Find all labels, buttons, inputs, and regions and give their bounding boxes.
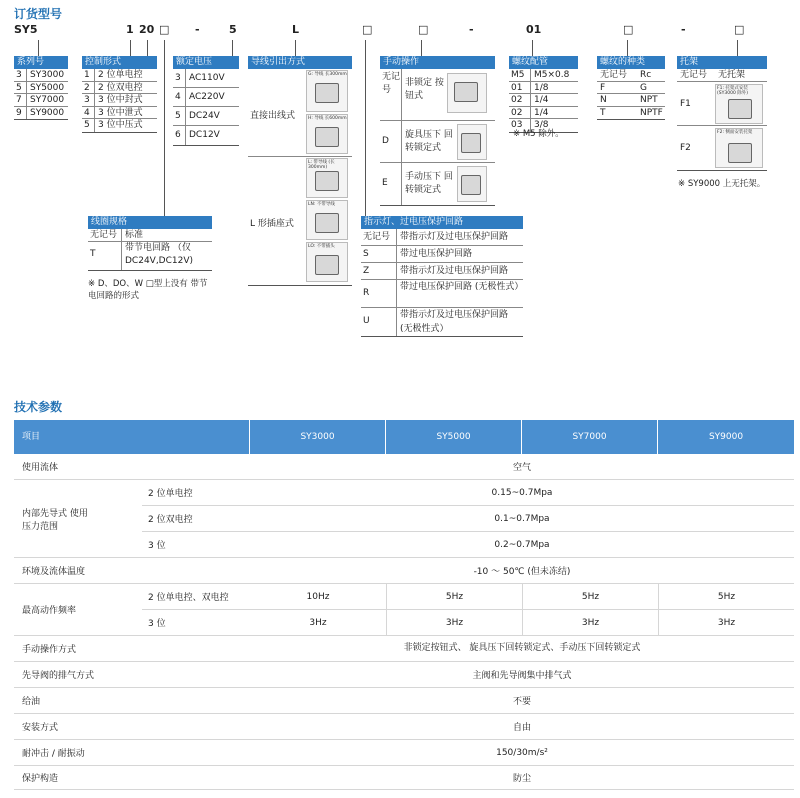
tech-row	[14, 714, 794, 740]
manual-code: E	[380, 163, 402, 205]
control-table	[82, 56, 157, 133]
indicator-table	[361, 216, 523, 337]
tech-value: 10Hz	[306, 591, 330, 602]
bracket-code: F2	[680, 142, 691, 153]
tech-value: 3Hz	[386, 610, 522, 635]
bracket-f1-image	[715, 84, 763, 124]
thread-value: NPTF	[640, 107, 663, 118]
wiring-direct-label: 直接出线式	[250, 111, 296, 121]
thread-value: G	[640, 82, 647, 93]
control-value: 3 位中泄式	[98, 107, 143, 118]
wiring-plugin-label: L 形插座式	[250, 219, 294, 229]
control-code: 1	[82, 69, 95, 81]
tech-value: 0.1~0.7Mpa	[494, 513, 550, 524]
tech-value: 0.15~0.7Mpa	[491, 487, 553, 498]
bracket-code: 无记号	[680, 70, 708, 80]
control-header: 控制形式	[82, 56, 157, 69]
control-value: 3 位中封式	[98, 95, 143, 105]
tech-sublabel: 3 位	[148, 619, 166, 629]
control-value: 3 位中压式	[98, 120, 143, 130]
coil-note: ※ D、DO、W □型上没有 带节电回路的形式	[88, 279, 208, 301]
port-value: 1/4	[534, 95, 549, 105]
code-series: SY5	[14, 23, 38, 36]
voltage-value: DC24V	[189, 111, 220, 121]
coil-table	[88, 216, 212, 271]
voltage-header: 额定电压	[173, 56, 239, 69]
voltage-table	[173, 56, 239, 146]
wiring-ln-caption: LN: 不带导线	[308, 202, 335, 207]
port-code: M5	[509, 69, 531, 81]
tech-value: 主阀和先导阀集中排气式	[472, 671, 572, 681]
tech-value: 自由	[512, 723, 531, 733]
tech-row	[14, 740, 794, 766]
tech-label: 保护构造	[22, 774, 59, 784]
tech-col-sy9000: SY9000	[708, 432, 744, 442]
bracket-f1-caption: F1: 托架式安装 (SY3000 除外)	[717, 85, 748, 96]
manual-header: 手动操作	[380, 56, 495, 69]
solenoid-icon	[315, 255, 339, 275]
voltage-code: 3	[173, 69, 186, 87]
tech-sublabel: 2 位单电控、双电控	[148, 593, 229, 603]
port-code: 02	[509, 94, 531, 106]
coil-code: T	[88, 242, 122, 270]
code-seg5: L	[292, 23, 300, 36]
voltage-code: 4	[173, 88, 186, 106]
solenoid-icon	[315, 127, 339, 147]
indicator-value: 带过电压保护回路 (无极性式）	[400, 282, 524, 292]
voltage-value: AC220V	[189, 92, 225, 102]
series-table	[14, 56, 68, 120]
port-code: 02	[509, 107, 531, 119]
control-code: 2	[82, 82, 95, 94]
manual-value: 手动压下 回转锁定式	[405, 172, 453, 195]
code-seg6: □	[362, 23, 373, 36]
tech-sublabel: 2 位双电控	[148, 515, 193, 525]
tech-col-sy7000: SY7000	[522, 420, 658, 454]
indicator-value: 带指示灯及过电压保护回路	[400, 232, 509, 242]
tech-value: 3Hz	[658, 610, 794, 635]
coil-value: 标准	[125, 230, 144, 240]
port-value: 3/8	[534, 120, 549, 130]
bracket-value: 无托架	[718, 70, 746, 80]
manual-value: 旋具压下 回转锁定式	[405, 130, 453, 153]
tech-title: 技术参数	[14, 400, 63, 414]
series-value: SY3000	[30, 70, 65, 80]
bracket-f2-image	[715, 128, 763, 168]
port-code: 01	[509, 82, 531, 94]
bracket-header: 托架	[677, 56, 767, 69]
thread-table	[597, 56, 665, 120]
tech-value: 5Hz	[658, 584, 794, 609]
manual-code: D	[380, 121, 402, 162]
tech-row	[14, 688, 794, 714]
tech-label: 安装方式	[22, 723, 59, 733]
coil-code: 无记号	[88, 229, 122, 241]
code-seg8: 01	[526, 23, 542, 36]
bracket-code: F1	[680, 98, 691, 109]
series-code: 3	[14, 69, 27, 81]
code-seg1: 1	[126, 23, 134, 36]
code-seg10: □	[734, 23, 745, 36]
voltage-value: AC110V	[189, 73, 225, 83]
wiring-g-caption: G: 导线 长300mm	[308, 72, 347, 77]
bracket-table	[677, 56, 767, 171]
thread-value: NPT	[640, 95, 658, 105]
series-code: 5	[14, 82, 27, 94]
thread-header: 螺纹的种类	[597, 56, 665, 69]
control-code: 4	[82, 107, 95, 119]
tech-label: 使用流体	[22, 463, 59, 473]
thread-code: N	[600, 95, 607, 105]
wiring-ln-image	[306, 200, 348, 240]
code-seg7: □	[418, 23, 429, 36]
tech-row	[14, 584, 794, 636]
port-code: 03	[509, 119, 531, 132]
tech-value: 3Hz	[522, 610, 658, 635]
tech-value: -10 ～ 50℃ (但未冻结)	[473, 567, 571, 577]
wiring-header: 导线引出方式	[248, 56, 352, 69]
voltage-value: DC12V	[189, 130, 220, 140]
control-code: 5	[82, 119, 95, 132]
bracket-f2-caption: F2: 侧面安装托架	[717, 129, 753, 135]
tech-row	[14, 662, 794, 688]
thread-code: 无记号	[600, 70, 628, 80]
tech-row	[14, 454, 794, 480]
indicator-code: R	[361, 280, 397, 307]
tech-row	[14, 480, 794, 558]
indicator-code: U	[361, 308, 397, 336]
tech-label: 先导阀的排气方式	[22, 671, 95, 681]
coil-header: 线圈规格	[88, 216, 212, 229]
solenoid-icon	[315, 213, 339, 233]
indicator-code: 无记号	[361, 229, 397, 245]
port-value: M5×0.8	[534, 70, 570, 80]
tech-value: 防尘	[512, 774, 531, 784]
series-code: 7	[14, 94, 27, 106]
tech-sublabel: 2 位单电控	[148, 489, 193, 499]
tech-value: 空气	[512, 463, 531, 473]
series-value: SY5000	[30, 82, 65, 93]
wiring-lo-image	[306, 242, 348, 282]
tech-row	[14, 766, 794, 790]
code-dash1: -	[195, 23, 200, 36]
tech-value: 非锁定按钮式、 旋具压下回转锁定式、手动压下回转锁定式	[403, 643, 641, 653]
port-value: 1/8	[534, 82, 549, 93]
manual-value: 非锁定 按钮式	[405, 78, 444, 101]
indicator-value: 带指示灯及过电压保护回路 (无极性式）	[400, 310, 509, 334]
series-value: SY9000	[30, 107, 65, 118]
tech-row	[14, 636, 794, 662]
solenoid-icon	[315, 83, 339, 103]
thread-value: Rc	[640, 70, 652, 80]
tech-value: 3Hz	[309, 617, 327, 628]
solenoid-icon	[315, 171, 339, 191]
tech-col-item: 项目	[14, 420, 250, 454]
manual-nonlock-image	[447, 73, 487, 113]
code-seg9: □	[623, 23, 634, 36]
wiring-g-image	[306, 70, 348, 112]
voltage-code: 5	[173, 107, 186, 125]
control-value: 2 位双电控	[98, 82, 143, 93]
tech-label: 环境及流体温度	[22, 567, 86, 577]
wiring-lo-caption: LO: 不带插头	[308, 244, 335, 249]
tech-value: 不要	[512, 697, 531, 707]
manual-screwdriver-image	[457, 124, 487, 160]
manual-code: 无记号	[380, 69, 402, 120]
code-seg2: 20	[139, 23, 155, 36]
tech-label: 耐冲击 / 耐振动	[22, 749, 85, 759]
wiring-h-image	[306, 114, 348, 154]
wiring-h-caption: H: 导线 长600mm	[308, 116, 347, 121]
indicator-value: 带过电压保护回路	[400, 249, 473, 259]
tech-row	[14, 558, 794, 584]
tech-value: 150/30m/s²	[496, 747, 548, 758]
series-value: SY7000	[30, 95, 65, 105]
manual-push-lock-image	[457, 166, 487, 202]
code-seg4: 5	[229, 23, 237, 36]
tech-label: 最高动作频率	[22, 606, 77, 616]
bracket-note: ※ SY9000 上无托架。	[678, 179, 766, 189]
port-header: 螺纹配管	[509, 56, 578, 69]
voltage-code: 6	[173, 126, 186, 145]
tech-label: 内部先导式 使用压力范围	[22, 508, 88, 532]
series-header: 系列号	[14, 56, 68, 69]
tech-col-sy3000: SY3000	[250, 420, 386, 454]
indicator-code: Z	[361, 263, 397, 279]
code-dash3: -	[681, 23, 686, 36]
manual-table	[380, 56, 495, 206]
tech-header-row	[14, 420, 794, 454]
wiring-l-caption: L: 带导线 (长300mm)	[308, 160, 335, 170]
indicator-header: 指示灯、过电压保护回路	[361, 216, 523, 229]
port-note: ※ M5 除外。	[513, 129, 564, 139]
tech-value: 5Hz	[522, 584, 658, 609]
indicator-code: S	[361, 246, 397, 262]
tech-value: 5Hz	[386, 584, 522, 609]
indicator-value: 带指示灯及过电压保护回路	[400, 266, 509, 276]
series-code: 9	[14, 107, 27, 120]
thread-code: F	[600, 82, 606, 93]
order-title: 订货型号	[14, 7, 63, 21]
tech-label: 给油	[22, 697, 41, 707]
port-value: 1/4	[534, 107, 549, 118]
tech-sublabel: 3 位	[148, 541, 166, 551]
control-value: 2 位单电控	[98, 70, 143, 80]
tech-table	[14, 420, 794, 790]
wiring-table	[248, 56, 352, 286]
thread-code: T	[600, 107, 606, 118]
code-dash2: -	[469, 23, 474, 36]
code-seg3: □	[159, 23, 170, 36]
wiring-l-image	[306, 158, 348, 198]
tech-col-sy5000: SY5000	[386, 420, 522, 454]
port-table	[509, 56, 578, 133]
tech-label: 手动操作方式	[22, 645, 77, 655]
tech-value: 0.2~0.7Mpa	[494, 539, 550, 550]
coil-value: 带节电回路 （仅 DC24V,DC12V)	[125, 242, 194, 266]
control-code: 3	[82, 94, 95, 106]
